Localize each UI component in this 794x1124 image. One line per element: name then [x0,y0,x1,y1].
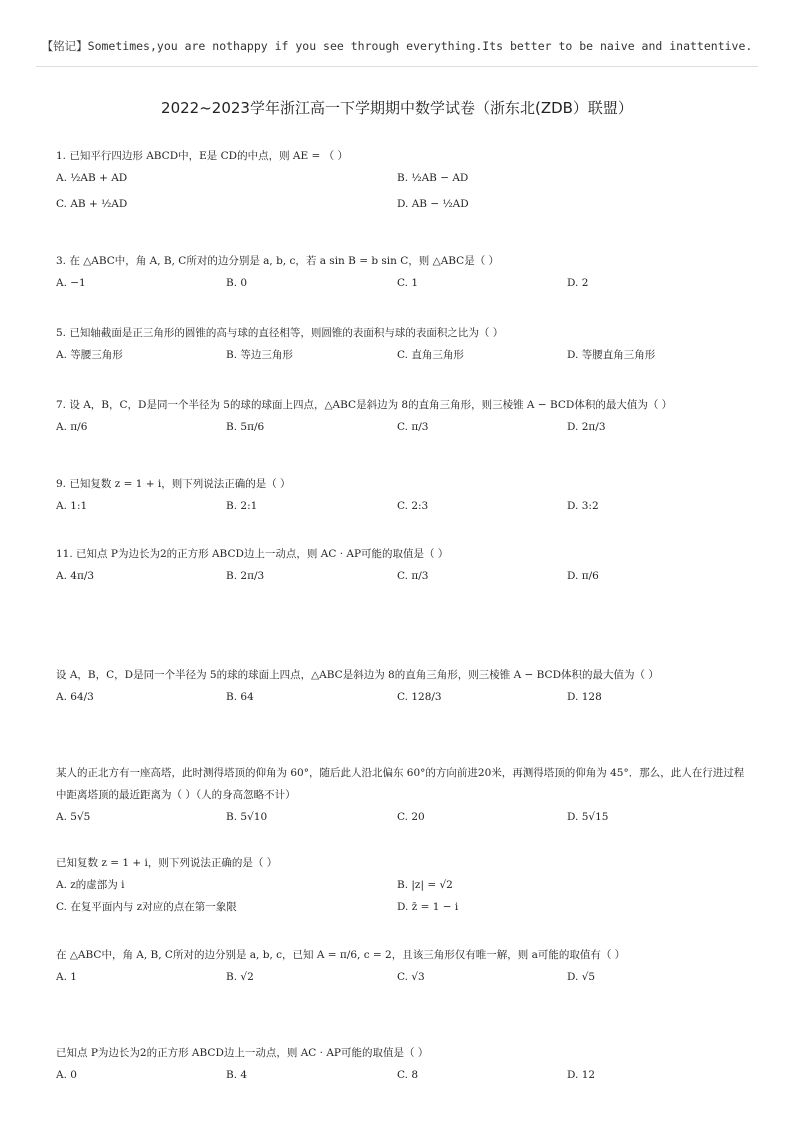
option-c: C. π/3 [397,421,429,433]
option-b: B. 2π/3 [226,570,265,582]
question-stem: 某人的正北方有一座高塔，此时测得塔顶的仰角为 60°，随后此人沿北偏东 60°的方向前进20米，再测得塔顶的仰角为 45°．那么，此人在行进过程中距离塔顶的最近距离为（ ）（人的身高忽略不计） [56,767,745,801]
option-b: B. √2 [226,971,254,983]
option-c: C. 直角三角形 [397,349,464,361]
option-a: A. 1 [56,971,77,983]
option-a: A. −1 [56,277,86,289]
option-a: A. 64/3 [56,691,94,703]
question-5 [56,473,746,515]
option-c: C. 1 [397,277,419,289]
option-b: B. 64 [226,691,254,703]
option-d: D. 5√15 [567,811,609,823]
question-10 [56,944,746,986]
option-c: C. 128/3 [397,691,442,703]
option-b: B. 0 [226,277,248,289]
option-a: A. 等腰三角形 [56,349,123,361]
question-4 [56,394,746,446]
question-stem: 5. 已知轴截面是正三角形的圆锥的高与球的直径相等，则圆锥的表面积与球的表面积之比为（ ） [56,327,504,339]
header-motto: 【铭记】Sometimes,you are nothappy if you see through everything.Its better to be naive and inattentive. [41,39,753,53]
question-stem: 在 △ABC中，角 A, B, C所对的边分别是 a, b, c，已知 A = π/6, c = 2，且该三角形仅有唯一解，则 a可能的取值有（ ） [56,949,626,961]
question-stem: 9. 已知复数 z = 1 + i，则下列说法正确的是（ ） [56,478,291,490]
question-2 [56,250,746,292]
question-stem: 已知点 P为边长为2的正方形 ABCD边上一动点，则 AC · AP可能的取值是（ ） [56,1047,429,1059]
question-9 [56,852,746,918]
option-d: D. 2 [567,277,589,289]
option-c: C. 20 [397,811,425,823]
option-a: A. z的虚部为 i [56,879,125,891]
question-3 [56,322,746,364]
option-b: B. 2:1 [226,500,258,512]
question-6 [56,543,746,595]
option-d: D. π/6 [567,570,599,582]
question-8 [56,762,746,826]
option-d: D. 3:2 [567,500,599,512]
question-1 [56,145,746,219]
option-a: A. π/6 [56,421,88,433]
option-c: C. 2:3 [397,500,429,512]
option-d: D. 等腰直角三角形 [567,349,656,361]
question-stem: 1. 已知平行四边形 ABCD中，E是 CD的中点，则 AE = （ ） [56,150,348,162]
option-d: D. AB − ½AD [397,198,469,210]
option-b: B. 等边三角形 [226,349,293,361]
question-stem: 3. 在 △ABC中，角 A, B, C所对的边分别是 a, b, c，若 a sin B = b sin C，则 △ABC是（ ） [56,255,500,267]
question-7 [56,664,746,716]
question-stem: 11. 已知点 P为边长为2的正方形 ABCD边上一动点，则 AC · AP可能的取值是（ ） [56,548,449,560]
page-title: 2022~2023学年浙江高一下学期期中数学试卷（浙东北(ZDB）联盟） [161,99,633,117]
question-stem: 设 A，B，C，D是同一个半径为 5的球的球面上四点，△ABC是斜边为 8的直角三角形，则三棱锥 A − BCD体积的最大值为（ ） [56,669,659,681]
option-b: B. ½AB − AD [397,172,469,184]
option-d: D. 2π/3 [567,421,606,433]
option-a: A. 4π/3 [56,570,95,582]
option-b: B. 5π/6 [226,421,265,433]
question-stem: 7. 设 A，B，C，D是同一个半径为 5的球的球面上四点，△ABC是斜边为 8的直角三角形，则三棱锥 A − BCD体积的最大值为（ ） [56,399,673,411]
option-c: C. √3 [397,971,425,983]
option-d: D. √5 [567,971,596,983]
option-c: C. AB + ½AD [56,198,128,210]
question-stem: 已知复数 z = 1 + i，则下列说法正确的是（ ） [56,857,278,869]
option-d: D. z̄ = 1 − i [397,901,459,913]
option-b: B. 4 [226,1069,248,1081]
option-a: A. 1:1 [56,500,88,512]
option-b: B. 5√10 [226,811,268,823]
option-c: C. π/3 [397,570,429,582]
option-c: C. 8 [397,1069,419,1081]
option-c: C. 在复平面内与 z对应的点在第一象限 [56,901,237,913]
option-d: D. 128 [567,691,602,703]
option-a: A. ½AB + AD [56,172,128,184]
option-b: B. |z| = √2 [397,879,453,891]
question-11 [56,1042,746,1084]
option-a: A. 5√5 [56,811,91,823]
header-divider [36,66,758,67]
option-a: A. 0 [56,1069,77,1081]
option-d: D. 12 [567,1069,596,1081]
